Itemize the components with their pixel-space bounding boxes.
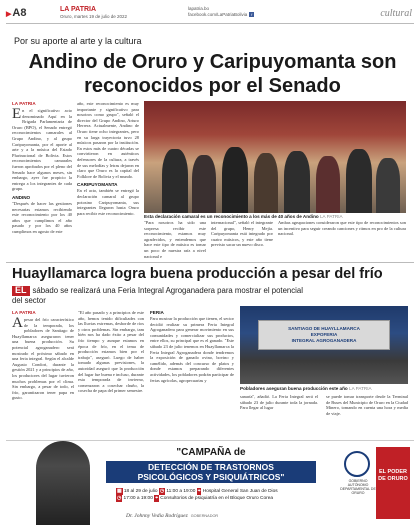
article2-el-tag: EL bbox=[12, 286, 30, 296]
ad-box-line-2: PSICOLÓGICOS Y PSIQUIÁTRICOS" bbox=[137, 472, 285, 482]
article2-subhead-feria: FERIA bbox=[150, 310, 164, 315]
ad-info-venue: Hospital General San Juan de Dios bbox=[202, 489, 278, 494]
article2-col3-text: Para mostrar la producción que tienen, el sector decidió realizar su primera Feria Integral Agroganadera para generar movimiento en sus comunidades y comercializar sus productos, entre ellos, su principal que es el ganado. "Este sábado 23 de julio tenemos en Huayllamarca la Feria Integral Agroganadera donde tendremos la exposición de ganado ovino, bovino y camélido, además del concurso de platos y donde estamos preparando diferentes actividades, los pobladores podrán participar de ferias agrícolas, agropecuarias y bbox=[150, 316, 234, 383]
article2-subtitle bbox=[12, 286, 312, 305]
article1-kicker: Por su aporte al arte y la cultura bbox=[14, 36, 142, 46]
article2-column-4: sanaría", añadió. La Feria Integral será el sábado 23 de julio durante toda la jornada. Para llegar al lugar bbox=[240, 394, 318, 411]
ad-info-dates: 18 al 29 de julio bbox=[123, 489, 158, 494]
ad-box-line-1: DETECCIÓN DE TRASTORNOS bbox=[148, 462, 274, 472]
ad-title: "CAMPAÑA de bbox=[176, 447, 246, 458]
social-links bbox=[188, 6, 254, 17]
article1-subhead-andino: ANDINO bbox=[12, 194, 31, 200]
clock-icon-2: ◷ bbox=[117, 496, 122, 501]
government-seal-text: GOBIERNO AUTÓNOMO DEPARTAMENTAL DE ORURO bbox=[340, 479, 376, 495]
article1-column-5: Ambas agrupaciones consideraron que este tipo de reconocimientos son un incentivo para seguir creando canciones y ritmos en pro de la cultura nacional. bbox=[278, 220, 406, 237]
ad-info-line-2 bbox=[116, 495, 316, 502]
ad-info-venue-2: Consultorios de psiquiatría en el Bloque Oruro Corea bbox=[160, 496, 274, 501]
ad-highlight-box bbox=[106, 461, 316, 483]
article1-caption bbox=[144, 214, 406, 219]
article2-column-5: se puede tomar transporte desde la Terminal de Buses del Municipio de Oruro en la Ciudad Minero, tomando en cuenta una hora y media de viaje. bbox=[326, 394, 408, 416]
calendar-icon: ▦ bbox=[117, 489, 122, 494]
page-header bbox=[6, 6, 414, 24]
article1-col2-text: año, este reconocimiento es muy importante y significativo para nosotros como grupo", señaló el director del Grupo Andino, Arturo Herrera. Actualmente, Andino de Oruro tiene ocho integrantes, pero en su larga trayectoria tuvo 28 músicos pasaron por la institución. En estos más de cuatro décadas se convirtieron en auténticos defensores de la cultura, a través de sus melodías y letras dejaron en claro que Oruro es la capital del Folklore de Bolivia y el mundo. bbox=[77, 101, 139, 179]
article2-caption bbox=[240, 386, 408, 391]
article2-caption-text: Pobladores aseguran buena producción este año bbox=[240, 386, 348, 391]
article1-column-3: "Para nosotros ha sido una sorpresa recibir este reconocimiento, estamos muy agradecidos, y entendemos que hace este tipo de música es tomar un poco de nuestra raíz a nivel nacional e bbox=[144, 220, 206, 259]
ad-signature-role: GOBERNADOR bbox=[190, 514, 219, 518]
article2-photo bbox=[240, 306, 408, 384]
facebook-icon: f bbox=[251, 11, 253, 17]
government-seal-icon bbox=[344, 451, 370, 477]
section-divider bbox=[6, 262, 414, 263]
article1-subhead-caripuyomanta: CARIPUYOMANTA bbox=[77, 182, 118, 188]
article2-column-3 bbox=[150, 310, 234, 383]
expoferia-banner: SANTIAGO DE HUAYLLAMARCA EXPOFERIA INTEGRAL AGROGANADERA bbox=[258, 320, 390, 350]
ad-info-hours-2: 17:00 a 19:00 bbox=[123, 496, 153, 501]
facebook-link-text[interactable]: facebook.com/LaPatriaBolivia bbox=[188, 11, 248, 17]
website-link[interactable]: lapatria.bo bbox=[188, 6, 210, 11]
ad-signature bbox=[126, 513, 218, 519]
article2-column-1 bbox=[12, 310, 74, 401]
page-number bbox=[6, 7, 26, 19]
location-icon-2: ⌖ bbox=[155, 496, 158, 501]
article1-photo bbox=[144, 101, 406, 213]
ad-signature-name: Dr. Johnny Vedia Rodríguez bbox=[126, 513, 188, 519]
article1-col1-text: n el significativo acto denominado Aquí en la Brigada Parlamentaria de Oruro (BPO), el Senado entregó reconocimientos camarales al Grupo Andino, y al grupo Caripuyomanta, por el aporte al arte y a la música del Estado Plurinacional de Bolivia. Estos reconocimientos camarales fueron aprobados por el pleno del Senado hace algunos meses, sin embargo, ayer fue propicio la entrega a los integrantes de cada grupo. bbox=[12, 108, 72, 192]
article1-column-2 bbox=[77, 101, 139, 216]
article1-caption-text: Esta declaración camaral es un reconocimiento a los más de 40 años de Andino bbox=[144, 214, 319, 219]
page-number-text: A8 bbox=[12, 7, 27, 19]
newspaper-logo: LA PATRIA bbox=[60, 6, 97, 13]
ad-info-line-1 bbox=[116, 488, 316, 495]
ad-info-hours: 11:00 a 19:00 bbox=[166, 489, 196, 494]
article1-col1b-text: "Después de hacer las gestiones necesarias estamos recibiendo este reconocimiento por los 40 años que cumplimos el año pasado y por los 40 años cumplimos en agosto de este bbox=[12, 200, 72, 234]
article2-col1-text: pesar del frío característico de la temporada, los pobladores de Santiago de Huayllamarca aseguraron tener una buena producción. Su potencial agroganadero será mostrado el próximo sábado en una feria integral. Según el alcalde Augusto Condori, durante la gestión 2021 y a principios de año, los productores del lugar tuvieron muchos problemas por el clima. Sin embargo, a pesar de todo, el frío, garantizaron tener papa en gusto. bbox=[12, 317, 74, 401]
triangle-icon: ▶ bbox=[6, 11, 12, 18]
article1-byline: LA PATRIA bbox=[12, 101, 36, 106]
location-icon: ⌖ bbox=[197, 489, 201, 494]
dropcap-2: A bbox=[12, 315, 23, 331]
article1-column-1 bbox=[12, 101, 72, 234]
article2-headline: Huayllamarca logra buena producción a pesar del frío bbox=[12, 266, 383, 282]
article1-caption-credit: LA PATRIA bbox=[320, 214, 343, 219]
article2-byline: LA PATRIA bbox=[12, 310, 36, 315]
article2-column-2: "El año pasado y a principios de este año, hemos tenido dificultades con las lluvias extremas, desborde de ríos y otros problemas. Sin embargo, tam bién nos ha dado éxito a pesar del frío tiempo y aunque estamos en época de frío, en el tema de producción estamos bien por el trabajo", aseguró. Luego de haber tomado algunas previsiones, la autoridad aseguró que la producción del lugar fue buena e incluso, durante esta temporada de invierno, comenzaron a cosechar chuño, la cosecha de papa del primer semestre. bbox=[78, 310, 144, 394]
el-poder-logo: EL PODER DE ORURO bbox=[376, 447, 410, 519]
article1-column-4: internacional", señaló el integrante del grupo, Henry Mejía. Caripuyomanta está integrado por cuatro músicos, y este año tiene previsto sacar un nuevo disco. bbox=[211, 220, 273, 248]
facebook-link[interactable] bbox=[188, 12, 254, 18]
article2-subtitle-text: sábado se realizará una Feria Integral Agroganadera para mostrar el potencial del sector bbox=[12, 286, 303, 305]
article1-col2b-text: En el acto, también se entregó la declaración camaral al grupo potosino Caripuyomanta, sus integrantes llegaron hasta Oruro para recibir este reconocimiento. bbox=[77, 188, 139, 216]
dropcap: E bbox=[12, 106, 22, 122]
article2-caption-credit: LA PATRIA bbox=[349, 386, 372, 391]
clock-icon: ◷ bbox=[159, 489, 165, 494]
section-label: cultural bbox=[380, 8, 412, 19]
governor-photo bbox=[36, 441, 90, 525]
date-line: Oruro, martes 19 de julio de 2022 bbox=[60, 14, 128, 19]
advertisement[interactable] bbox=[6, 440, 414, 524]
ad-info bbox=[116, 488, 316, 502]
article1-headline: Andino de Oruro y Caripuyomanta son reconocidos por el Senado bbox=[28, 51, 397, 97]
